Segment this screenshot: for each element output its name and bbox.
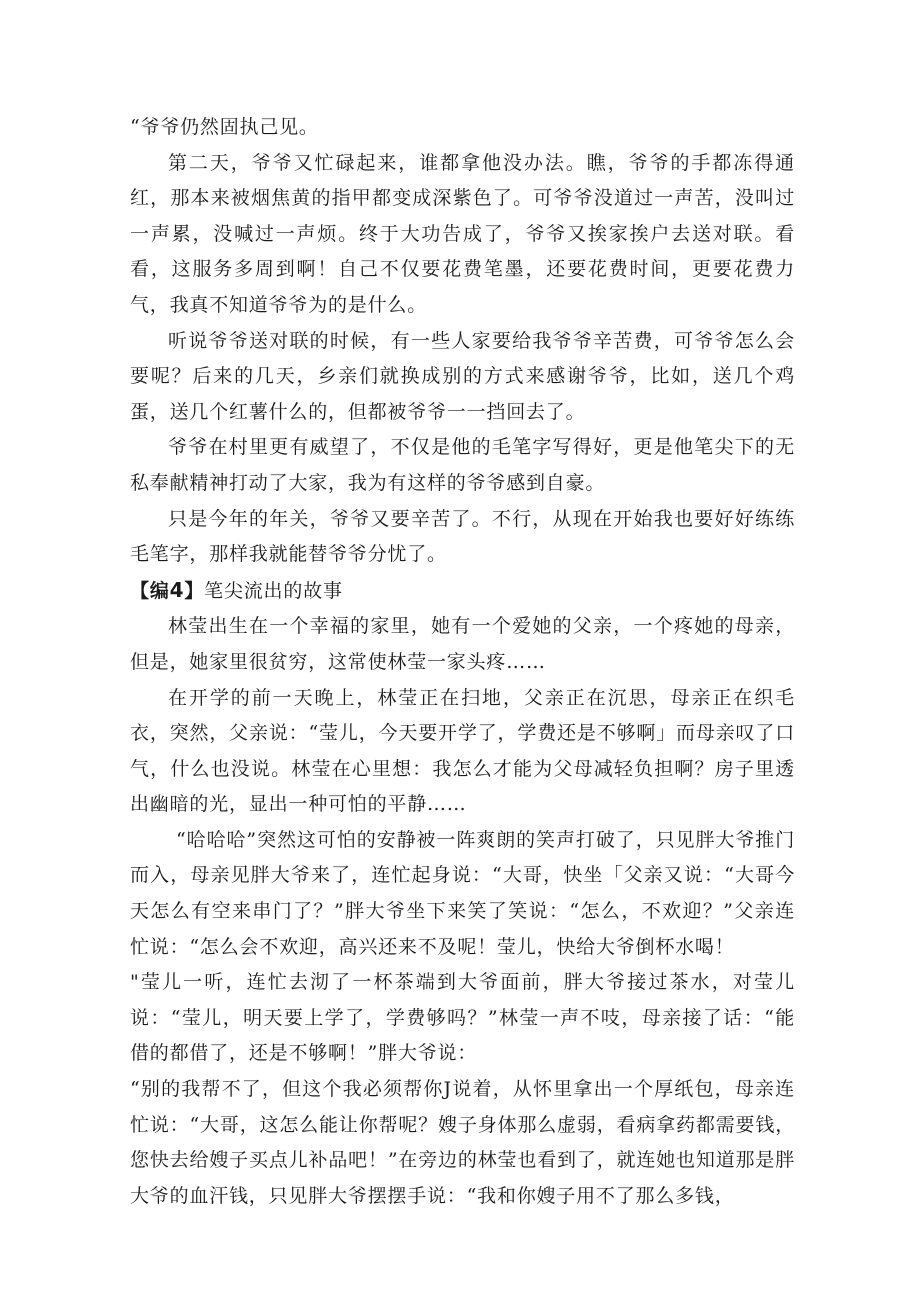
paragraph-refused-payment: 听说爷爷送对联的时候，有一些人家要给我爷爷辛苦费，可爷爷怎么会要呢？后来的几天，乡亲们就换成别的方式来感谢爷爷，比如，送几个鸡蛋，送几个红薯什么的，但都被爷爷一一挡回去了。 [130, 329, 795, 423]
section-heading [130, 573, 795, 610]
heading-title: 笔尖流出的故事 [204, 579, 343, 602]
story-paragraph-evening: 在开学的前一天晚上，林莹正在扫地，父亲正在沉思，母亲正在织毛衣，突然，父亲说：“莹儿，今天要开学了，学费还是不够啊」而母亲叹了口气，什么也没说。林莹在心里想：我怎么才能为父母减轻负担啊？房子里透出幽暗的光，显出一种可怕的平静…… [130, 686, 795, 816]
heading-close-bracket: 】 [184, 579, 205, 602]
paragraph-grandpa-busy: 第二天，爷爷又忙碌起来，谁都拿他没办法。瞧，爷爷的手都冻得通红，那本来被烟焦黄的指甲都变成深紫色了。可爷爷没道过一声苦，没叫过一声累，没喊过一声烦。终于大功告成了，爷爷又挨家挨户去送对联。看看，这服务多周到啊！自己不仅要花费笔墨，还要花费时间，更要花费力气，我真不知道爷爷为的是什么。 [130, 151, 795, 316]
story-paragraph-help: “别的我帮不了，但这个我必须帮你J说着，从怀里拿出一个厚纸包，母亲连忙说：“大哥，这怎么能让你帮呢？嫂子身体那么虚弱，看病拿药都需要钱，您快去给嫂子买点儿补品吧！”在旁边的林莹也看到了，就连她也知道那是胖大爷的血汗钱，只见胖大爷摆摆手说：“我和你嫂子用不了那么多钱， [130, 1078, 795, 1207]
paragraph-resolution: 只是今年的年关，爷爷又要辛苦了。不行，从现在开始我也要好好练练毛笔字，那样我就能替爷爷分忧了。 [130, 507, 795, 566]
story-paragraph-tea: "莹儿一听，连忙去沏了一杯茶端到大爷面前，胖大爷接过茶水，对莹儿说：“莹儿，明天要上学了，学费够吗？”林莹一声不吱，母亲接了话：“能借的都借了，还是不够啊！”胖大爷说： [130, 971, 795, 1065]
story-paragraph-intro: 林莹出生在一个幸福的家里，她有一个爱她的父亲，一个疼她的母亲，但是，她家里很贫穷，这常使林莹一家头疼…… [130, 615, 795, 673]
paragraph-village-prestige: 爷爷在村里更有威望了，不仅是他的毛笔字写得好，更是他笔尖下的无私奉献精神打动了大家，我为有这样的爷爷感到自豪。 [130, 436, 795, 494]
paragraph-opening-quote: “爷爷仍然固执己见。 [130, 116, 319, 138]
story-paragraph-laughter: “哈哈哈”突然这可怕的安静被一阵爽朗的笑声打破了，只见胖大爷推门而入，母亲见胖大爷来了，连忙起身说：“大哥，快坐「父亲又说：“大哥今天怎么有空来串门了？”胖大爷坐下来笑了笑说：“怎么，不欢迎？”父亲连忙说：“怎么会不欢迎，高兴还来不及呢！莹儿，快给大爷倒杯水喝！ [130, 828, 795, 958]
heading-open-bracket: 【 [130, 579, 150, 602]
document-body [130, 110, 795, 1214]
heading-label: 编 [149, 579, 170, 602]
heading-number: 4 [169, 577, 185, 602]
